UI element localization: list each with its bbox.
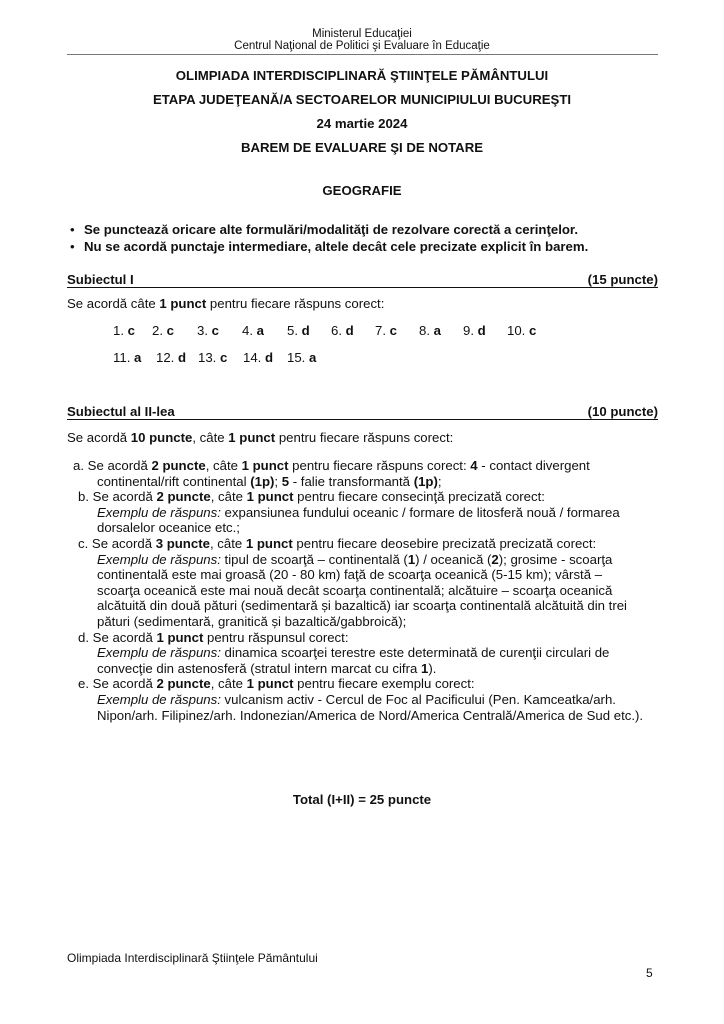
- header-ministry: Ministerul Educaţiei: [312, 28, 412, 40]
- answer-letter: c: [166, 323, 175, 338]
- text: e. Se acordă: [78, 676, 157, 692]
- text: , câte: [210, 676, 247, 692]
- answer-number: 13.: [198, 350, 217, 365]
- answer-item: [113, 350, 141, 365]
- answer-number: 6.: [331, 323, 342, 338]
- answer-item: [419, 323, 441, 338]
- text: pentru răspunsul corect:: [203, 629, 349, 645]
- answer-letter: a: [433, 323, 442, 338]
- answer-item: [242, 323, 264, 338]
- item-line: [97, 645, 609, 660]
- text: pentru fiecare consecinţă precizată corect:: [293, 489, 545, 505]
- answer-number: 12.: [156, 350, 175, 365]
- answer-item: [331, 323, 354, 338]
- answer-letter: d: [178, 350, 187, 365]
- total-score: Total (I+II) = 25 puncte: [292, 792, 432, 807]
- italic-text: Exemplu de răspuns:: [97, 551, 221, 567]
- answer-number: 1.: [113, 323, 124, 338]
- text: , câte: [192, 430, 229, 445]
- text: pentru fiecare exemplu corect:: [293, 676, 475, 692]
- subject-2-intro: [67, 430, 453, 445]
- answer-letter: d: [265, 350, 274, 365]
- text: , câte: [205, 458, 242, 473]
- bold-text: 1 punct: [228, 430, 276, 445]
- answer-item: [156, 350, 186, 365]
- bold-text: 3 puncte: [155, 536, 210, 551]
- bold-text: 1 punct: [156, 629, 204, 645]
- answer-letter: d: [345, 323, 354, 338]
- item-line: [97, 520, 240, 535]
- answer-item: [463, 323, 486, 338]
- text: pentru fiecare răspuns corect:: [206, 296, 385, 311]
- bold-text: 1 punct: [245, 536, 293, 551]
- answer-item: [152, 323, 174, 338]
- answer-item: [507, 323, 536, 338]
- text: pentru fiecare deosebire precizată precizată corect:: [292, 536, 597, 551]
- title-date: 24 martie 2024: [316, 116, 408, 131]
- page-number: 5: [646, 966, 653, 980]
- answer-number: 9.: [463, 323, 474, 338]
- answer-letter: a: [134, 350, 142, 365]
- text: pentru fiecare răspuns corect:: [275, 430, 454, 445]
- subject-2-title: Subiectul al II-lea: [67, 404, 175, 419]
- answer-item: [243, 350, 273, 365]
- title-stage: ETAPA JUDEŢEANĂ/A SECTOARELOR MUNICIPIULUI BUCUREŞTI: [152, 92, 572, 107]
- text: , câte: [209, 536, 246, 551]
- text: Se acordă: [67, 430, 131, 445]
- text: scoarţa oceanică este mai nouă decât scoarţa continentală; alcătuire – scoarţa oceanică: [97, 582, 613, 598]
- item-line: [97, 552, 612, 567]
- text: , câte: [210, 489, 247, 505]
- text: ) / oceanică (: [415, 551, 492, 567]
- italic-text: Exemplu de răspuns:: [97, 645, 221, 661]
- bold-text: 1: [407, 551, 416, 567]
- answer-letter: c: [211, 323, 220, 338]
- item-line: [78, 536, 596, 551]
- answer-number: 8.: [419, 323, 430, 338]
- answer-number: 15.: [287, 350, 306, 365]
- note-1: Se punctează oricare alte formulări/modalităţi de rezolvare corectă a cerinţelor.: [84, 222, 578, 237]
- subject-title: GEOGRAFIE: [322, 183, 402, 198]
- item-line: [97, 708, 643, 723]
- answer-letter: d: [477, 323, 486, 338]
- answer-item: [197, 323, 219, 338]
- item-line: [97, 474, 442, 489]
- answer-letter: c: [127, 323, 136, 338]
- text: vulcanism activ - Cercul de Foc al Pacificului (Pen. Kamceatka/arh.: [220, 692, 616, 707]
- answer-letter: c: [220, 350, 228, 365]
- item-line: [78, 676, 475, 691]
- subject-1-intro: [67, 296, 384, 311]
- note-2: Nu se acordă punctaje intermediare, altele decât cele precizate explicit în barem.: [84, 239, 589, 254]
- text: a. Se acordă: [73, 458, 152, 473]
- answer-letter: a: [309, 350, 317, 365]
- header-center: Centrul Naţional de Politici şi Evaluare în Educaţie: [234, 40, 490, 52]
- subject-1-points: (15 puncte): [587, 272, 658, 287]
- bold-text: 2 puncte: [151, 458, 206, 473]
- answer-letter: a: [256, 323, 265, 338]
- item-line: [78, 630, 348, 645]
- item-line: [78, 489, 545, 504]
- italic-text: Exemplu de răspuns:: [97, 504, 221, 520]
- bold-text: 2: [491, 551, 499, 567]
- text: continentală este mai groasă (20 - 80 km) faţă de scoarţa oceanică (5-15 km); vârstă –: [97, 567, 603, 583]
- item-line: [73, 458, 590, 473]
- text: alcătuită din două pături (sedimentară și bazaltică) iar scoarţa continentală alcătuită din trei: [97, 598, 627, 614]
- bold-text: 1 punct: [241, 458, 289, 473]
- subject-2-points: (10 puncte): [587, 404, 658, 419]
- item-line: [97, 692, 616, 707]
- footer-text: Olimpiada Interdisciplinară Ştiinţele Pământului: [67, 951, 318, 965]
- subject-1-heading: [67, 272, 658, 288]
- text: ;: [274, 473, 282, 489]
- text: expansiunea fundului oceanic / formare de litosferă nouă / formarea: [220, 504, 620, 520]
- answer-item: [287, 323, 310, 338]
- answer-number: 4.: [242, 323, 253, 338]
- answer-number: 7.: [375, 323, 386, 338]
- item-line: [97, 661, 436, 676]
- answer-item: [375, 323, 397, 338]
- bold-text: (1p): [413, 473, 438, 489]
- item-line: [97, 583, 612, 598]
- text: dorsalelor oceanice etc.;: [97, 520, 240, 536]
- text: ); grosime - scoarţa: [498, 551, 613, 567]
- text: pentru fiecare răspuns corect:: [288, 458, 471, 473]
- text: dinamica scoarţei terestre este determinată de curenţii circulari de: [220, 645, 610, 661]
- bold-text: 2 puncte: [156, 489, 211, 505]
- text: - falie transformantă: [289, 473, 414, 489]
- text: d. Se acordă: [78, 629, 157, 645]
- bold-text: (1p): [250, 473, 275, 489]
- bold-text: 1 punct: [246, 489, 294, 505]
- text: continental/rift continental: [97, 473, 251, 489]
- title-barem: BAREM DE EVALUARE ŞI DE NOTARE: [240, 140, 484, 155]
- subject-2-heading: [67, 404, 658, 420]
- bold-text: 1 punct: [246, 676, 294, 692]
- title-olympiad: OLIMPIADA INTERDISCIPLINARĂ ŞTIINŢELE PĂMÂNTULUI: [175, 68, 549, 83]
- text: convecţie din astenosferă (stratul intern marcat cu cifra: [97, 660, 421, 676]
- header-rule: [67, 54, 658, 55]
- text: Se acordă câte: [67, 296, 160, 311]
- answer-number: 10.: [507, 323, 526, 338]
- bold-text: 4: [470, 458, 478, 473]
- answer-item: [287, 350, 316, 365]
- answer-item: [113, 323, 135, 338]
- answer-letter: d: [301, 323, 310, 338]
- answer-letter: c: [529, 323, 537, 338]
- text: tipul de scoarţă – continentală (: [220, 551, 408, 567]
- item-line: [97, 598, 627, 613]
- bullet-icon: •: [70, 239, 75, 254]
- bold-text: 5: [281, 473, 290, 489]
- text: - contact divergent: [477, 458, 590, 473]
- answer-number: 11.: [113, 350, 131, 365]
- bold-text: 10 puncte: [130, 430, 193, 445]
- subject-1-title: Subiectul I: [67, 272, 134, 287]
- text: Nipon/arh. Filipinez/arh. Indonezian/America de Nord/America Centrală/America de Sud etc.).: [97, 707, 644, 723]
- text: ).: [428, 660, 437, 676]
- answer-number: 2.: [152, 323, 163, 338]
- answer-number: 5.: [287, 323, 298, 338]
- item-line: [97, 505, 620, 520]
- text: ;: [437, 473, 442, 489]
- answer-letter: c: [389, 323, 398, 338]
- bold-text: 1: [420, 660, 429, 676]
- item-line: [97, 567, 602, 582]
- answer-number: 3.: [197, 323, 208, 338]
- italic-text: Exemplu de răspuns:: [97, 692, 221, 707]
- text: pături (sedimentară, granitică și bazaltică/gabbroică);: [97, 614, 407, 629]
- text: c. Se acordă: [78, 536, 156, 551]
- bold-text: 2 puncte: [156, 676, 211, 692]
- text: b. Se acordă: [78, 489, 157, 505]
- answer-number: 14.: [243, 350, 262, 365]
- answer-item: [198, 350, 227, 365]
- item-line: [97, 614, 406, 629]
- bold-text: 1 punct: [159, 296, 207, 311]
- bullet-icon: •: [70, 222, 75, 237]
